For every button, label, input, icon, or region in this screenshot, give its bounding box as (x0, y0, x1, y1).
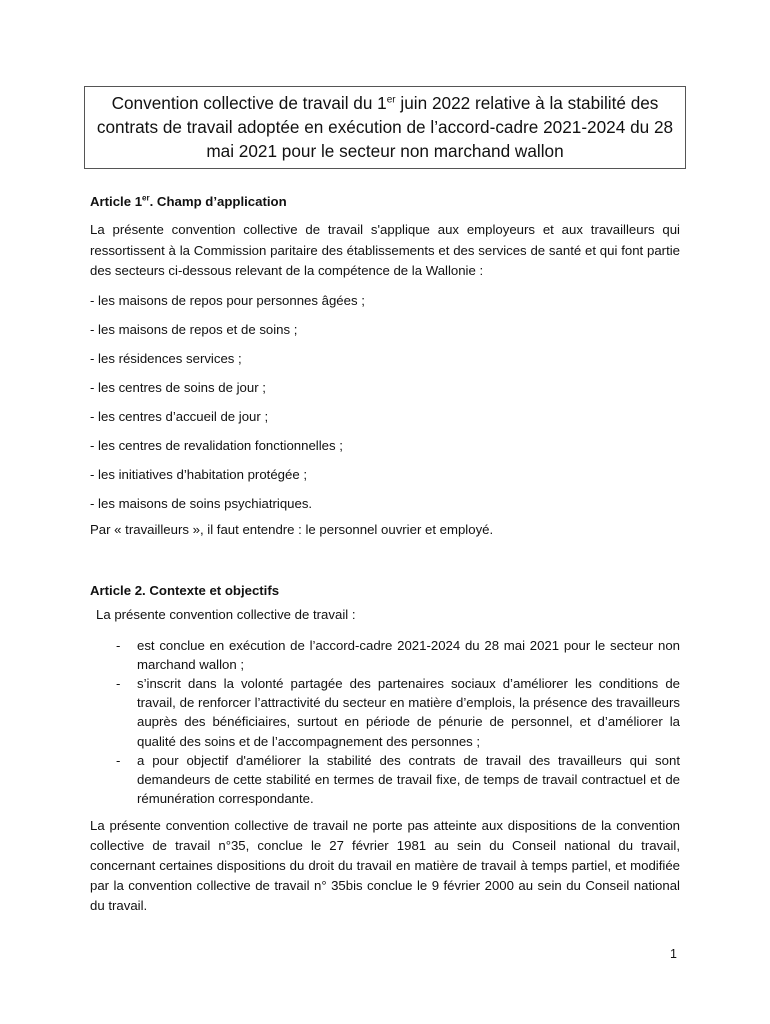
article-2-intro: La présente convention collective de travail : (96, 606, 356, 622)
workers-definition: Par « travailleurs », il faut entendre : le personnel ouvrier et employé. (90, 521, 494, 537)
objectives-list (90, 636, 680, 809)
article-1-heading-suffix: . Champ d’application (149, 194, 287, 209)
objective-text: s’inscrit dans la volonté partagée des partenaires sociaux d’améliorer les conditions de travail, de renforcer l’attractivité du secteur en matière d’emplois, la présence des travailleurs auprès des bénéficiaires, surtout en période de pénurie de personnel, et d’améliorer la qualité des soins et de l’accompagnement des personnes ; (137, 675, 680, 749)
title-part-2: juin 2022 relative à la stabilité des contrats de travail adoptée en exécution de l’accord-cadre 2021-2024 du 28 mai 2021 pour le secteur non marchand wallon (96, 93, 674, 161)
scope-item: - les centres d’accueil de jour ; (90, 408, 269, 424)
scope-item: - les maisons de soins psychiatriques. (90, 495, 313, 511)
scope-item: - les initiatives d’habitation protégée ; (90, 466, 307, 482)
title-part-1: Convention collective de travail du 1 (111, 93, 387, 113)
article-1-heading (90, 192, 680, 212)
article-1-intro: La présente convention collective de travail s'applique aux employeurs et aux travailleurs qui ressortissent à la Commission paritaire des établissements et des services de santé et qui font partie des secteurs ci-dessous relevant de la compétence de la Wallonie : (90, 222, 680, 278)
scope-list (90, 291, 680, 514)
title-superscript: er (386, 94, 396, 106)
scope-item: - les centres de revalidation fonctionnelles ; (90, 437, 343, 453)
article-1-heading-prefix: Article 1 (90, 194, 143, 209)
scope-item: - les centres de soins de jour ; (90, 379, 266, 395)
article-2-heading: Article 2. Contexte et objectifs (90, 582, 280, 598)
scope-item: - les maisons de repos pour personnes âgées ; (90, 292, 365, 308)
document-body (90, 192, 680, 915)
page-number: 1 (670, 947, 677, 961)
article-1 (90, 192, 680, 540)
objective-item (90, 751, 680, 809)
dash-marker: - (116, 637, 121, 653)
objective-item (90, 636, 680, 674)
article-1-heading-sup: er (142, 193, 150, 203)
document-title (84, 86, 686, 169)
objective-item (90, 674, 680, 751)
article-2-closing: La présente convention collective de travail ne porte pas atteinte aux dispositions de la convention collective de travail n°35, conclue le 27 février 1981 au sein du Conseil national du travail, concernant certaines dispositions du droit du travail en matière de travail à temps partiel, et modifiée par la convention collective de travail n° 35bis conclue le 9 février 2000 au sein du Conseil national du travail. (90, 818, 680, 913)
scope-item: - les maisons de repos et de soins ; (90, 321, 298, 337)
scope-item: - les résidences services ; (90, 350, 242, 366)
dash-marker: - (116, 675, 121, 691)
objective-text: est conclue en exécution de l’accord-cadre 2021-2024 du 28 mai 2021 pour le secteur non marchand wallon ; (137, 637, 680, 672)
dash-marker: - (116, 752, 121, 768)
objective-text: a pour objectif d'améliorer la stabilité des contrats de travail des travailleurs qui sont demandeurs de cette stabilité en termes de travail fixe, de temps de travail contractuel et de rémunération correspondante. (137, 752, 680, 807)
article-2 (90, 581, 680, 916)
